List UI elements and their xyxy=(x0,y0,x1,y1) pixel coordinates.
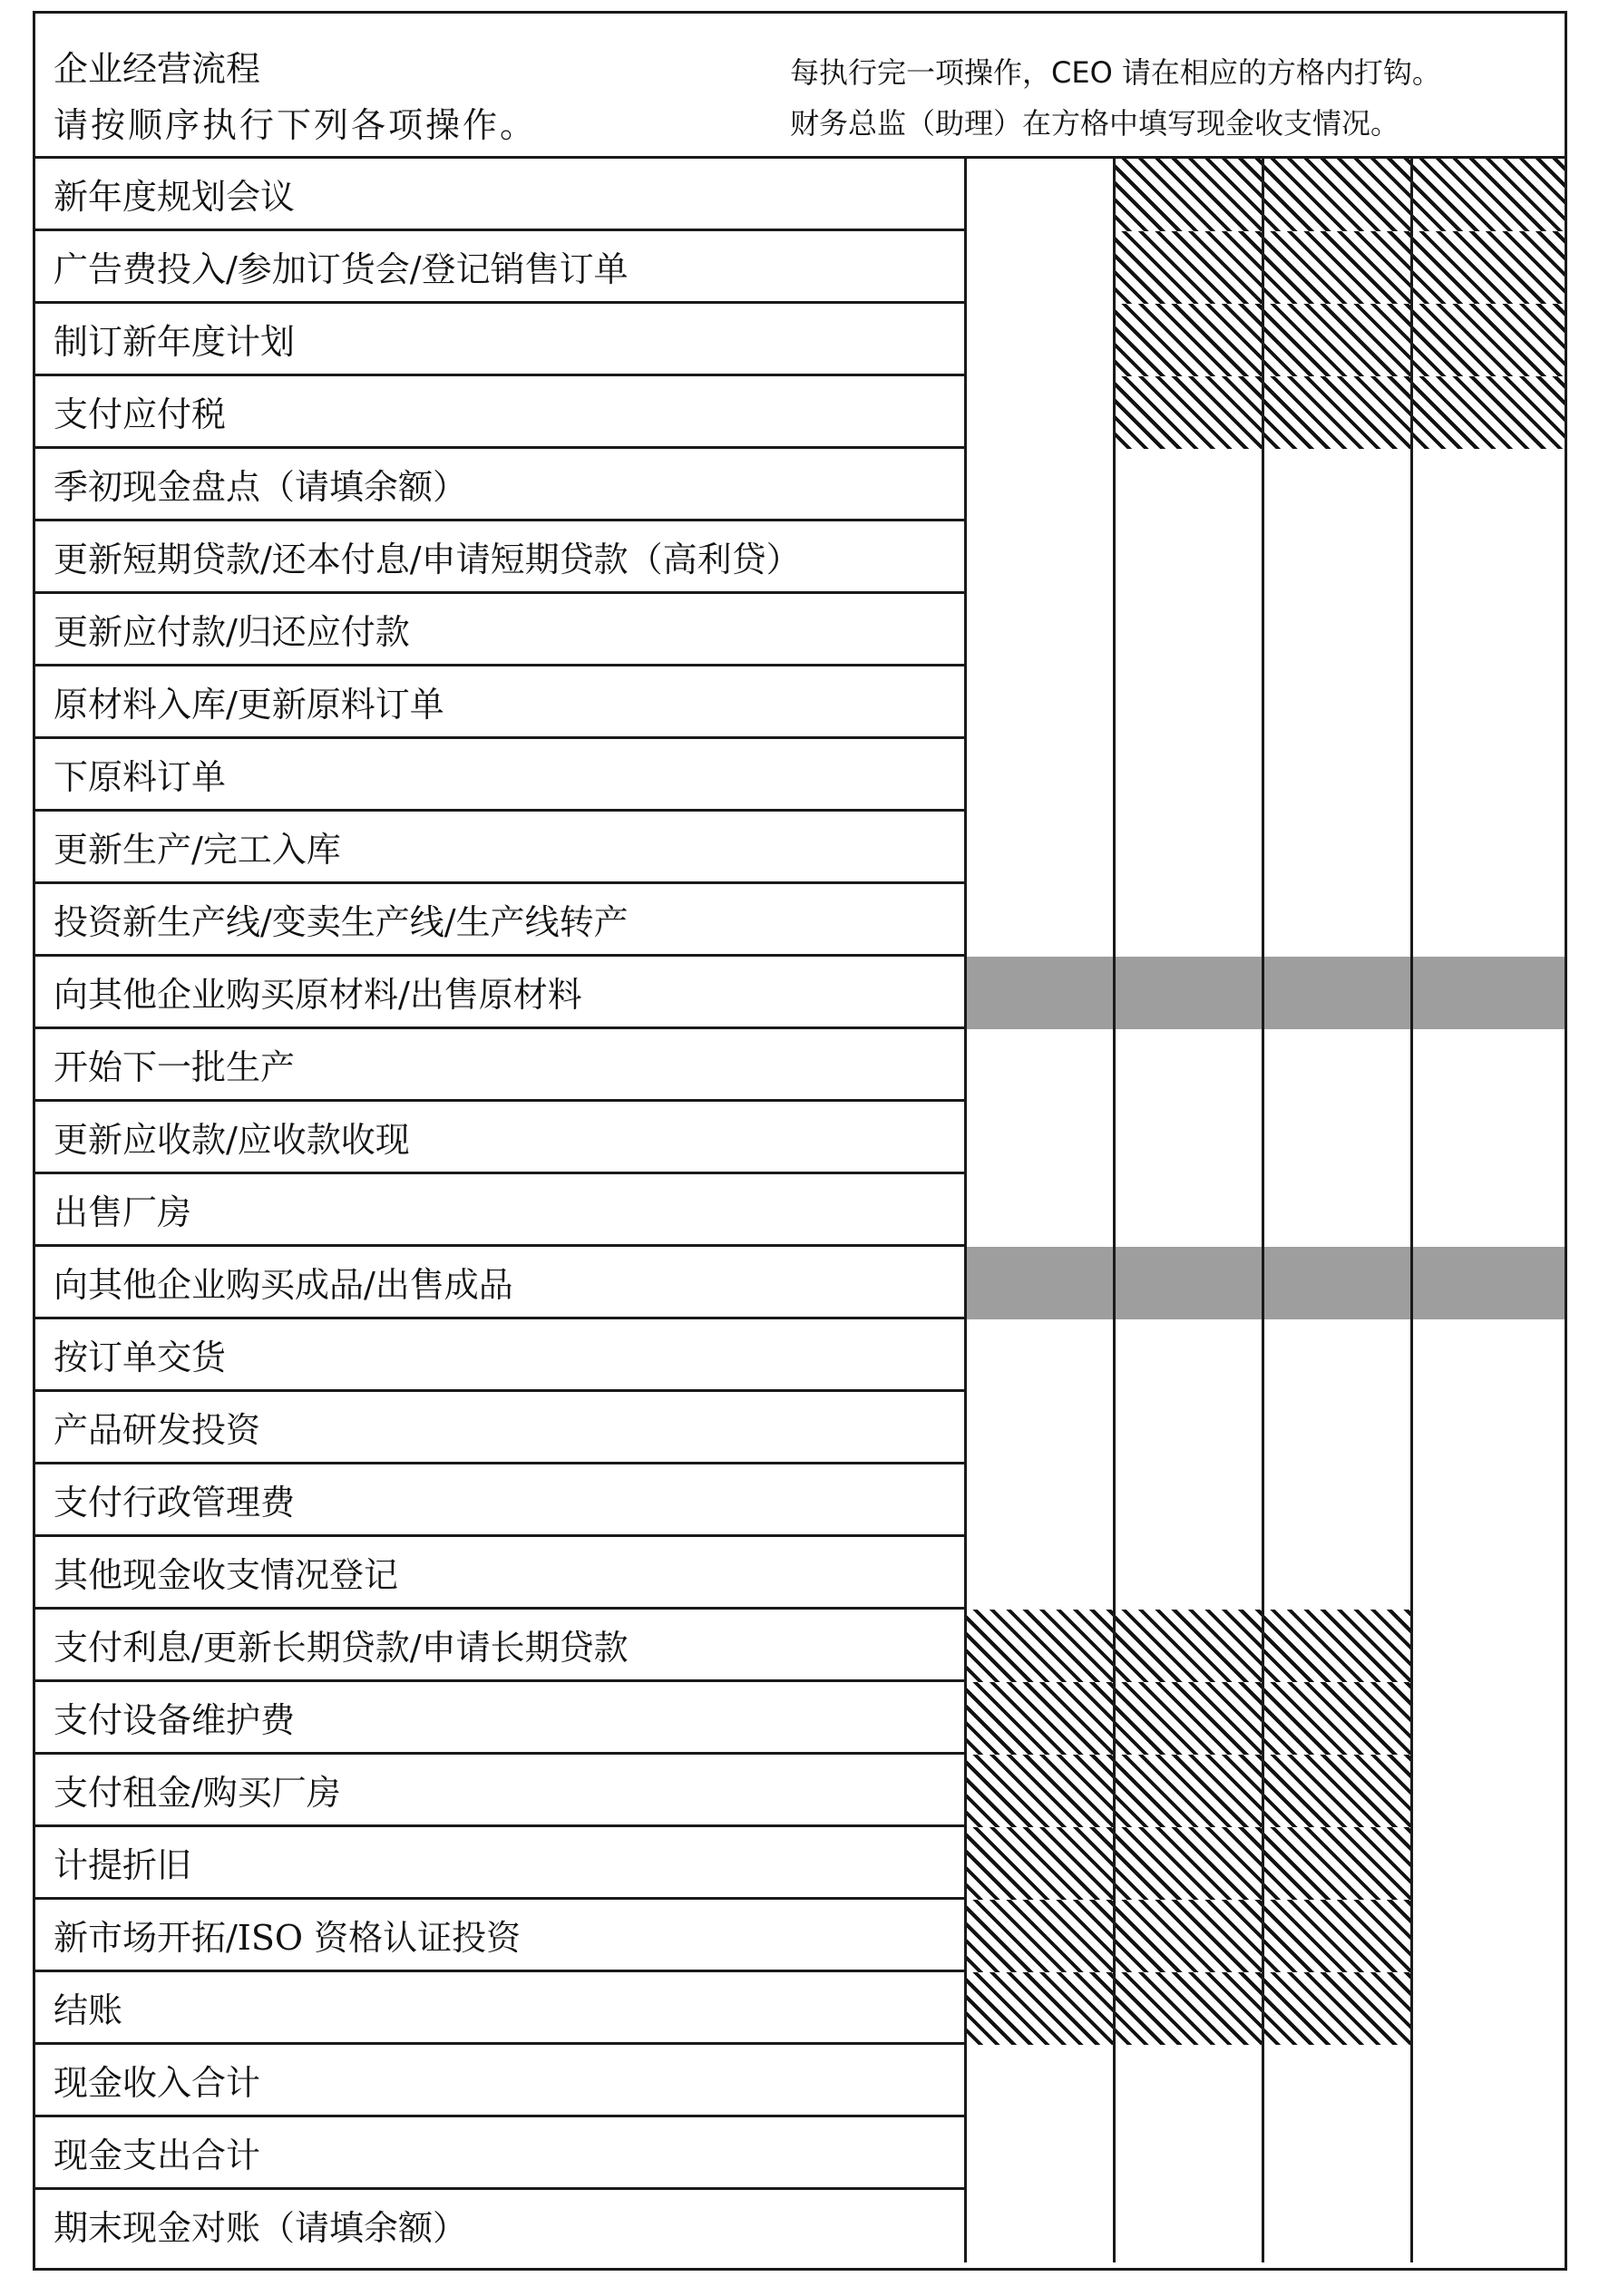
table-row xyxy=(35,1102,1565,1174)
operation-label: 支付应付税 xyxy=(54,394,227,434)
quarter-checkbox-cell[interactable] xyxy=(964,812,1113,884)
hatched-cell xyxy=(1262,1610,1410,1682)
table-row xyxy=(35,1029,1565,1102)
hatched-cell xyxy=(1262,231,1410,304)
shaded-cell xyxy=(1262,957,1410,1029)
operation-label: 新市场开拓/ISO 资格认证投资 xyxy=(54,1918,522,1958)
quarter-checkbox-cell[interactable] xyxy=(1262,2117,1410,2190)
table-row xyxy=(35,1755,1565,1827)
quarter-checkbox-cell[interactable] xyxy=(964,2190,1113,2262)
hatched-cell xyxy=(1262,376,1410,449)
operation-label: 更新短期贷款/还本付息/申请短期贷款（高利贷） xyxy=(54,540,801,579)
quarter-checkbox-cell[interactable] xyxy=(1410,1174,1565,1247)
quarter-checkbox-cell[interactable] xyxy=(1113,1174,1262,1247)
operation-label: 更新应付款/归还应付款 xyxy=(54,612,410,652)
table-row xyxy=(35,2117,1565,2190)
hatched-cell xyxy=(1410,304,1565,376)
operation-label: 更新应收款/应收款收现 xyxy=(54,1120,410,1160)
table-row xyxy=(35,1610,1565,1682)
shaded-cell xyxy=(964,957,1113,1029)
quarter-checkbox-cell[interactable] xyxy=(1113,666,1262,739)
operation-label: 广告费投入/参加订货会/登记销售订单 xyxy=(54,249,629,289)
table-row xyxy=(35,2190,1565,2262)
table-row xyxy=(35,1247,1565,1319)
shaded-cell xyxy=(1410,957,1565,1029)
quarter-checkbox-cell[interactable] xyxy=(1113,521,1262,594)
quarter-checkbox-cell[interactable] xyxy=(1113,1102,1262,1174)
quarter-checkbox-cell[interactable] xyxy=(1262,812,1410,884)
hatched-cell xyxy=(1262,1972,1410,2045)
operation-label: 计提折旧 xyxy=(54,1845,192,1885)
quarter-checkbox-cell[interactable] xyxy=(1410,2117,1565,2190)
shaded-cell xyxy=(1113,1247,1262,1319)
hatched-cell xyxy=(1113,1682,1262,1755)
instruction-note-ceo: 每执行完一项操作，CEO 请在相应的方格内打钩。 xyxy=(790,55,1441,90)
operation-label: 现金支出合计 xyxy=(54,2135,261,2175)
hatched-cell xyxy=(1262,1755,1410,1827)
table-row xyxy=(35,1392,1565,1464)
table-title: 企业经营流程 xyxy=(54,49,261,89)
hatched-cell xyxy=(1262,1900,1410,1972)
table-row xyxy=(35,1827,1565,1900)
quarter-checkbox-cell[interactable] xyxy=(964,159,1113,231)
quarter-checkbox-cell[interactable] xyxy=(1410,884,1565,957)
quarter-checkbox-cell[interactable] xyxy=(1113,449,1262,521)
hatched-cell xyxy=(1410,159,1565,231)
table-row xyxy=(35,1174,1565,1247)
operation-label: 其他现金收支情况登记 xyxy=(54,1555,399,1595)
operation-label: 支付利息/更新长期贷款/申请长期贷款 xyxy=(54,1628,629,1668)
quarter-checkbox-cell[interactable] xyxy=(1262,2045,1410,2117)
table-row xyxy=(35,1900,1565,1972)
quarter-checkbox-cell[interactable] xyxy=(1262,594,1410,666)
quarter-checkbox-cell[interactable] xyxy=(1113,2117,1262,2190)
hatched-cell xyxy=(1113,1827,1262,1900)
quarter-checkbox-cell[interactable] xyxy=(964,884,1113,957)
table-row xyxy=(35,812,1565,884)
quarter-checkbox-cell[interactable] xyxy=(964,231,1113,304)
hatched-cell xyxy=(1410,376,1565,449)
quarter-checkbox-cell[interactable] xyxy=(1262,1174,1410,1247)
quarter-checkbox-cell[interactable] xyxy=(1262,1464,1410,1537)
operation-label: 支付行政管理费 xyxy=(54,1483,296,1523)
hatched-cell xyxy=(1262,304,1410,376)
operation-label: 开始下一批生产 xyxy=(54,1047,296,1087)
operation-label: 结账 xyxy=(54,1990,123,2030)
hatched-cell xyxy=(1113,1610,1262,1682)
operation-label: 季初现金盘点（请填余额） xyxy=(54,467,468,507)
quarter-checkbox-cell[interactable] xyxy=(964,2117,1113,2190)
operation-label: 出售厂房 xyxy=(54,1192,192,1232)
quarter-checkbox-cell[interactable] xyxy=(1262,1102,1410,1174)
quarter-checkbox-cell[interactable] xyxy=(1262,739,1410,812)
hatched-cell xyxy=(964,1972,1113,2045)
hatched-cell xyxy=(964,1755,1113,1827)
quarter-checkbox-cell[interactable] xyxy=(964,739,1113,812)
quarter-checkbox-cell[interactable] xyxy=(1262,666,1410,739)
table-row xyxy=(35,666,1565,739)
quarter-checkbox-cell[interactable] xyxy=(1410,2190,1565,2262)
hatched-cell xyxy=(1113,1972,1262,2045)
quarter-checkbox-cell[interactable] xyxy=(964,521,1113,594)
table-body xyxy=(35,159,1565,2262)
table-row xyxy=(35,739,1565,812)
hatched-cell xyxy=(1113,159,1262,231)
quarter-checkbox-cell[interactable] xyxy=(1262,1392,1410,1464)
quarter-checkbox-cell[interactable] xyxy=(964,1029,1113,1102)
table-row xyxy=(35,957,1565,1029)
shaded-cell xyxy=(1262,1247,1410,1319)
hatched-cell xyxy=(1113,304,1262,376)
quarter-checkbox-cell[interactable] xyxy=(1410,521,1565,594)
operation-label: 期末现金对账（请填余额） xyxy=(54,2208,468,2248)
quarter-checkbox-cell[interactable] xyxy=(964,449,1113,521)
operation-flow-table xyxy=(33,11,1567,2271)
table-row xyxy=(35,1464,1565,1537)
quarter-checkbox-cell[interactable] xyxy=(1113,1464,1262,1537)
quarter-checkbox-cell[interactable] xyxy=(1410,1319,1565,1392)
operation-label: 投资新生产线/变卖生产线/生产线转产 xyxy=(54,902,629,942)
instruction-note-finance: 财务总监（助理）在方格中填写现金收支情况。 xyxy=(790,106,1400,141)
quarter-checkbox-cell[interactable] xyxy=(1410,1900,1565,1972)
operation-label: 更新生产/完工入库 xyxy=(54,830,341,870)
quarter-checkbox-cell[interactable] xyxy=(1410,666,1565,739)
shaded-cell xyxy=(964,1247,1113,1319)
operation-label: 支付租金/购买厂房 xyxy=(54,1773,341,1813)
quarter-checkbox-cell[interactable] xyxy=(964,1537,1113,1610)
quarter-checkbox-cell[interactable] xyxy=(964,1392,1113,1464)
table-row xyxy=(35,449,1565,521)
quarter-checkbox-cell[interactable] xyxy=(1113,1537,1262,1610)
quarter-checkbox-cell[interactable] xyxy=(1410,1392,1565,1464)
hatched-cell xyxy=(1113,1755,1262,1827)
table-row xyxy=(35,2045,1565,2117)
hatched-cell xyxy=(964,1827,1113,1900)
quarter-checkbox-cell[interactable] xyxy=(1410,1755,1565,1827)
quarter-checkbox-cell[interactable] xyxy=(964,666,1113,739)
quarter-checkbox-cell[interactable] xyxy=(964,1464,1113,1537)
hatched-cell xyxy=(1410,231,1565,304)
quarter-checkbox-cell[interactable] xyxy=(1262,449,1410,521)
quarter-checkbox-cell[interactable] xyxy=(1113,884,1262,957)
quarter-checkbox-cell[interactable] xyxy=(1113,812,1262,884)
operation-label: 现金收入合计 xyxy=(54,2063,261,2103)
table-row xyxy=(35,231,1565,304)
hatched-cell xyxy=(1262,1682,1410,1755)
quarter-checkbox-cell[interactable] xyxy=(964,1102,1113,1174)
quarter-checkbox-cell[interactable] xyxy=(1113,1392,1262,1464)
table-row xyxy=(35,376,1565,449)
table-row xyxy=(35,594,1565,666)
quarter-checkbox-cell[interactable] xyxy=(1113,594,1262,666)
quarter-checkbox-cell[interactable] xyxy=(1262,521,1410,594)
table-row xyxy=(35,159,1565,231)
operation-label: 原材料入库/更新原料订单 xyxy=(54,685,444,725)
operation-label: 制订新年度计划 xyxy=(54,322,296,362)
table-row xyxy=(35,1972,1565,2045)
quarter-checkbox-cell[interactable] xyxy=(1113,2045,1262,2117)
quarter-checkbox-cell[interactable] xyxy=(1113,1029,1262,1102)
quarter-checkbox-cell[interactable] xyxy=(1410,1102,1565,1174)
quarter-checkbox-cell[interactable] xyxy=(964,1174,1113,1247)
shaded-cell xyxy=(1410,1247,1565,1319)
hatched-cell xyxy=(1262,159,1410,231)
table-subtitle: 请按顺序执行下列各项操作。 xyxy=(54,105,538,145)
shaded-cell xyxy=(1113,957,1262,1029)
hatched-cell xyxy=(964,1682,1113,1755)
quarter-checkbox-cell[interactable] xyxy=(1113,1319,1262,1392)
quarter-checkbox-cell[interactable] xyxy=(1410,1827,1565,1900)
quarter-checkbox-cell[interactable] xyxy=(964,594,1113,666)
operation-label: 产品研发投资 xyxy=(54,1410,261,1450)
operation-label: 向其他企业购买原材料/出售原材料 xyxy=(54,975,582,1015)
table-row xyxy=(35,1319,1565,1392)
operation-label: 支付设备维护费 xyxy=(54,1700,296,1740)
quarter-checkbox-cell[interactable] xyxy=(1410,1682,1565,1755)
quarter-checkbox-cell[interactable] xyxy=(1410,594,1565,666)
table-row xyxy=(35,884,1565,957)
table-row xyxy=(35,304,1565,376)
table-row xyxy=(35,1537,1565,1610)
hatched-cell xyxy=(1113,1900,1262,1972)
table-header xyxy=(35,14,1565,159)
quarter-checkbox-cell[interactable] xyxy=(1262,1029,1410,1102)
quarter-checkbox-cell[interactable] xyxy=(1410,2045,1565,2117)
hatched-cell xyxy=(964,1900,1113,1972)
operation-label: 下原料订单 xyxy=(54,757,227,797)
quarter-checkbox-cell[interactable] xyxy=(1410,1029,1565,1102)
quarter-checkbox-cell[interactable] xyxy=(1410,1972,1565,2045)
quarter-checkbox-cell[interactable] xyxy=(1262,2190,1410,2262)
table-row xyxy=(35,521,1565,594)
operation-label: 新年度规划会议 xyxy=(54,177,296,217)
hatched-cell xyxy=(1113,376,1262,449)
quarter-checkbox-cell[interactable] xyxy=(1410,1464,1565,1537)
quarter-checkbox-cell[interactable] xyxy=(1113,739,1262,812)
quarter-checkbox-cell[interactable] xyxy=(1410,1610,1565,1682)
hatched-cell xyxy=(1113,231,1262,304)
quarter-checkbox-cell[interactable] xyxy=(1410,449,1565,521)
operation-label: 按订单交货 xyxy=(54,1338,227,1377)
quarter-checkbox-cell[interactable] xyxy=(964,1319,1113,1392)
quarter-checkbox-cell[interactable] xyxy=(1262,1537,1410,1610)
hatched-cell xyxy=(1262,1827,1410,1900)
table-row xyxy=(35,1682,1565,1755)
hatched-cell xyxy=(964,1610,1113,1682)
quarter-checkbox-cell[interactable] xyxy=(1410,1537,1565,1610)
quarter-checkbox-cell[interactable] xyxy=(964,376,1113,449)
quarter-checkbox-cell[interactable] xyxy=(1262,1319,1410,1392)
quarter-checkbox-cell[interactable] xyxy=(964,2045,1113,2117)
quarter-checkbox-cell[interactable] xyxy=(1410,739,1565,812)
quarter-checkbox-cell[interactable] xyxy=(1262,884,1410,957)
quarter-checkbox-cell[interactable] xyxy=(1410,812,1565,884)
quarter-checkbox-cell[interactable] xyxy=(964,304,1113,376)
operation-label: 向其他企业购买成品/出售成品 xyxy=(54,1265,513,1305)
quarter-checkbox-cell[interactable] xyxy=(1113,2190,1262,2262)
